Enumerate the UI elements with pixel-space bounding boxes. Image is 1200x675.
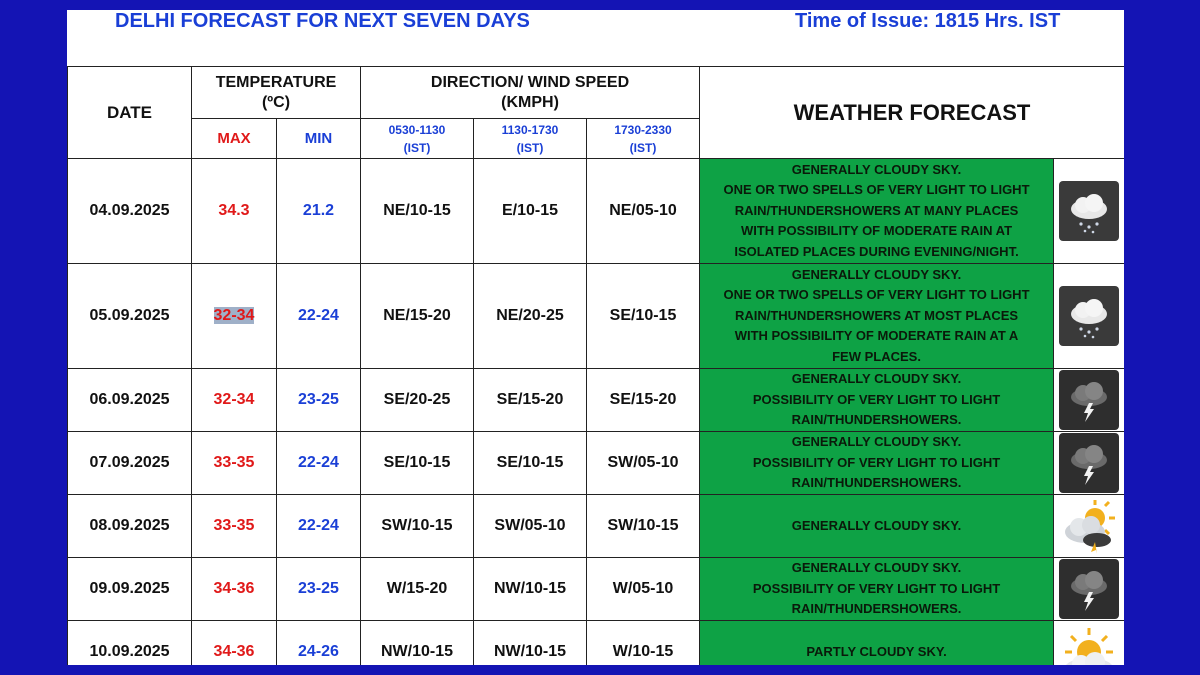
wind-afternoon-cell <box>474 369 587 432</box>
weather-icon-cell <box>1054 621 1124 666</box>
max-temp-cell <box>192 621 277 666</box>
slot-time: 0530-1130 <box>388 122 446 137</box>
wind-afternoon-cell-value: E/10-15 <box>501 202 559 219</box>
date-cell <box>68 369 192 432</box>
forecast-line: RAIN/THUNDERSHOWERS. <box>791 412 962 428</box>
date-cell <box>68 558 192 621</box>
min-temp-cell-value: 21.2 <box>302 202 335 219</box>
forecast-row <box>68 369 1125 432</box>
thunderstorm-icon <box>1059 433 1119 493</box>
forecast-text-cell <box>700 432 1054 495</box>
wind-morning-cell <box>361 264 474 369</box>
max-temp-cell <box>192 264 277 369</box>
forecast-line: FEW PLACES. <box>832 348 921 364</box>
wind-evening-cell <box>587 432 700 495</box>
sun-behind-cloud-icon <box>1059 496 1119 556</box>
wind-evening-cell-value: SW/10-15 <box>607 517 679 534</box>
wind-evening-cell <box>587 621 700 666</box>
max-temp-cell <box>192 369 277 432</box>
forecast-row <box>68 495 1125 558</box>
wind-morning-cell-value: NW/10-15 <box>380 643 454 660</box>
temperature-header <box>192 67 361 119</box>
forecast-line: RAIN/THUNDERSHOWERS. <box>791 475 962 491</box>
date-cell-value: 06.09.2025 <box>89 391 170 408</box>
wind-evening-cell-value: NE/05-10 <box>609 202 677 219</box>
forecast-line: WITH POSSIBILITY OF MODERATE RAIN AT A <box>734 328 1019 344</box>
wind-label: DIRECTION/ WIND SPEED <box>430 73 630 91</box>
forecast-table <box>67 66 1124 665</box>
wind-morning-cell-value: SW/10-15 <box>381 517 453 534</box>
wind-afternoon-cell <box>474 264 587 369</box>
slot-zone: (IST) <box>516 140 544 155</box>
max-temp-cell-value: 33-35 <box>213 454 255 471</box>
forecast-text-cell <box>700 369 1054 432</box>
date-cell-value: 07.09.2025 <box>89 454 170 471</box>
min-temp-cell <box>277 369 361 432</box>
forecast-line: GENERALLY CLOUDY SKY. <box>791 266 962 282</box>
max-temp-cell <box>192 159 277 264</box>
wind-morning-cell-value: NE/10-15 <box>383 202 451 219</box>
max-temp-cell <box>192 432 277 495</box>
min-temp-cell-value: 23-25 <box>298 391 339 408</box>
wind-afternoon-cell-value: SW/05-10 <box>494 517 566 534</box>
forecast-document <box>67 10 1124 665</box>
date-cell-value: 10.09.2025 <box>89 643 170 660</box>
forecast-line: WITH POSSIBILITY OF MODERATE RAIN AT <box>740 223 1013 239</box>
max-temp-cell-value: 33-35 <box>213 517 255 534</box>
wind-afternoon-cell <box>474 558 587 621</box>
forecast-line: GENERALLY CLOUDY SKY. <box>791 517 962 533</box>
wind-evening-cell <box>587 159 700 264</box>
forecast-row <box>68 432 1125 495</box>
max-temp-cell-value: 32-34 <box>213 391 255 408</box>
forecast-line: RAIN/THUNDERSHOWERS AT MOST PLACES <box>734 307 1019 323</box>
date-cell <box>68 159 192 264</box>
max-temp-cell-value: 32-34 <box>213 307 255 324</box>
slot-time: 1130-1730 <box>501 122 559 137</box>
issue-time: Time of Issue: 1815 Hrs. IST <box>795 10 1061 32</box>
wind-evening-cell-value: SE/15-20 <box>609 391 677 408</box>
min-temp-cell-value: 22-24 <box>298 454 339 471</box>
wind-morning-cell <box>361 621 474 666</box>
wind-morning-cell <box>361 369 474 432</box>
wind-evening-cell-value: W/10-15 <box>612 643 674 660</box>
forecast-text-cell <box>700 495 1054 558</box>
max-temp-cell-value: 34.3 <box>218 202 250 219</box>
max-temp-cell-value: 34-36 <box>213 580 255 597</box>
weather-icon-cell <box>1054 159 1124 264</box>
wind-morning-cell-value: W/15-20 <box>386 580 448 597</box>
wind-afternoon-cell <box>474 621 587 666</box>
min-temp-cell <box>277 558 361 621</box>
slot-header-evening <box>587 119 700 159</box>
weather-forecast-header: WEATHER FORECAST <box>700 67 1124 159</box>
wind-evening-cell <box>587 495 700 558</box>
date-cell-value: 04.09.2025 <box>89 202 170 219</box>
wind-morning-cell-value: NE/15-20 <box>383 307 451 324</box>
date-cell-value: 09.09.2025 <box>89 580 170 597</box>
date-cell-value: 05.09.2025 <box>89 307 170 324</box>
forecast-line: ONE OR TWO SPELLS OF VERY LIGHT TO LIGHT <box>723 182 1030 198</box>
forecast-row <box>68 621 1125 666</box>
wind-afternoon-cell <box>474 159 587 264</box>
forecast-text-cell <box>700 558 1054 621</box>
min-temp-cell-value: 23-25 <box>298 580 339 597</box>
slot-zone: (IST) <box>629 140 657 155</box>
forecast-row <box>68 159 1125 264</box>
max-temp-cell <box>192 495 277 558</box>
wind-morning-cell-value: SE/10-15 <box>383 454 451 471</box>
forecast-line: GENERALLY CLOUDY SKY. <box>791 560 962 576</box>
wind-afternoon-cell-value: NW/10-15 <box>493 580 567 597</box>
forecast-text-cell <box>700 264 1054 369</box>
thunderstorm-icon <box>1059 370 1119 430</box>
forecast-line: RAIN/THUNDERSHOWERS AT MANY PLACES <box>734 202 1019 218</box>
temperature-unit: (ºC) <box>261 93 291 111</box>
forecast-line: POSSIBILITY OF VERY LIGHT TO LIGHT <box>752 391 1001 407</box>
min-temp-cell <box>277 264 361 369</box>
wind-afternoon-cell-value: NE/20-25 <box>496 307 564 324</box>
forecast-row <box>68 264 1125 369</box>
forecast-line: GENERALLY CLOUDY SKY. <box>791 371 962 387</box>
rain-cloud-icon <box>1059 181 1119 241</box>
forecast-text-cell <box>700 621 1054 666</box>
min-temp-cell <box>277 432 361 495</box>
wind-morning-cell <box>361 432 474 495</box>
slot-zone: (IST) <box>403 140 431 155</box>
forecast-line: GENERALLY CLOUDY SKY. <box>791 434 962 450</box>
thunderstorm-icon <box>1059 559 1119 619</box>
forecast-line: ISOLATED PLACES DURING EVENING/NIGHT. <box>734 243 1019 259</box>
rain-cloud-icon <box>1059 286 1119 346</box>
forecast-row <box>68 558 1125 621</box>
wind-unit: (KMPH) <box>501 93 559 111</box>
slot-header-afternoon <box>474 119 587 159</box>
slot-time: 1730-2330 <box>614 122 672 137</box>
date-cell-value: 08.09.2025 <box>89 517 170 534</box>
max-temp-cell <box>192 558 277 621</box>
wind-afternoon-cell <box>474 432 587 495</box>
forecast-text-cell <box>700 159 1054 264</box>
header <box>67 10 1124 66</box>
wind-evening-cell-value: SW/05-10 <box>607 454 679 471</box>
wind-afternoon-cell-value: SE/10-15 <box>496 454 564 471</box>
weather-icon-cell <box>1054 495 1124 558</box>
forecast-line: GENERALLY CLOUDY SKY. <box>791 161 962 177</box>
partly-cloudy-sun-icon <box>1059 622 1119 665</box>
wind-morning-cell <box>361 495 474 558</box>
wind-morning-cell <box>361 558 474 621</box>
date-cell <box>68 495 192 558</box>
wind-afternoon-cell-value: SE/15-20 <box>496 391 564 408</box>
max-header: MAX <box>192 119 277 159</box>
forecast-line: POSSIBILITY OF VERY LIGHT TO LIGHT <box>752 454 1001 470</box>
wind-evening-cell <box>587 558 700 621</box>
forecast-line: POSSIBILITY OF VERY LIGHT TO LIGHT <box>752 580 1001 596</box>
page-title: DELHI FORECAST FOR NEXT SEVEN DAYS <box>115 10 530 32</box>
wind-morning-cell-value: SE/20-25 <box>383 391 451 408</box>
forecast-line: ONE OR TWO SPELLS OF VERY LIGHT TO LIGHT <box>723 287 1030 303</box>
min-temp-cell <box>277 621 361 666</box>
forecast-line: RAIN/THUNDERSHOWERS. <box>791 601 962 617</box>
min-temp-cell <box>277 159 361 264</box>
wind-evening-cell <box>587 264 700 369</box>
min-temp-cell-value: 24-26 <box>298 643 339 660</box>
slot-header-morning <box>361 119 474 159</box>
wind-afternoon-cell <box>474 495 587 558</box>
wind-evening-cell-value: W/05-10 <box>612 580 674 597</box>
wind-afternoon-cell-value: NW/10-15 <box>493 643 567 660</box>
wind-morning-cell <box>361 159 474 264</box>
weather-icon-cell <box>1054 369 1124 432</box>
min-temp-cell <box>277 495 361 558</box>
weather-icon-cell <box>1054 264 1124 369</box>
wind-evening-cell <box>587 369 700 432</box>
max-temp-cell-value: 34-36 <box>213 643 255 660</box>
weather-icon-cell <box>1054 432 1124 495</box>
date-header: DATE <box>68 67 192 159</box>
forecast-line: PARTLY CLOUDY SKY. <box>806 643 947 659</box>
min-header: MIN <box>277 119 361 159</box>
wind-evening-cell-value: SE/10-15 <box>609 307 677 324</box>
min-temp-cell-value: 22-24 <box>298 517 339 534</box>
date-cell <box>68 264 192 369</box>
temperature-label: TEMPERATURE <box>215 73 337 91</box>
weather-icon-cell <box>1054 558 1124 621</box>
date-cell <box>68 621 192 666</box>
date-cell <box>68 432 192 495</box>
wind-header <box>361 67 700 119</box>
min-temp-cell-value: 22-24 <box>298 307 339 324</box>
